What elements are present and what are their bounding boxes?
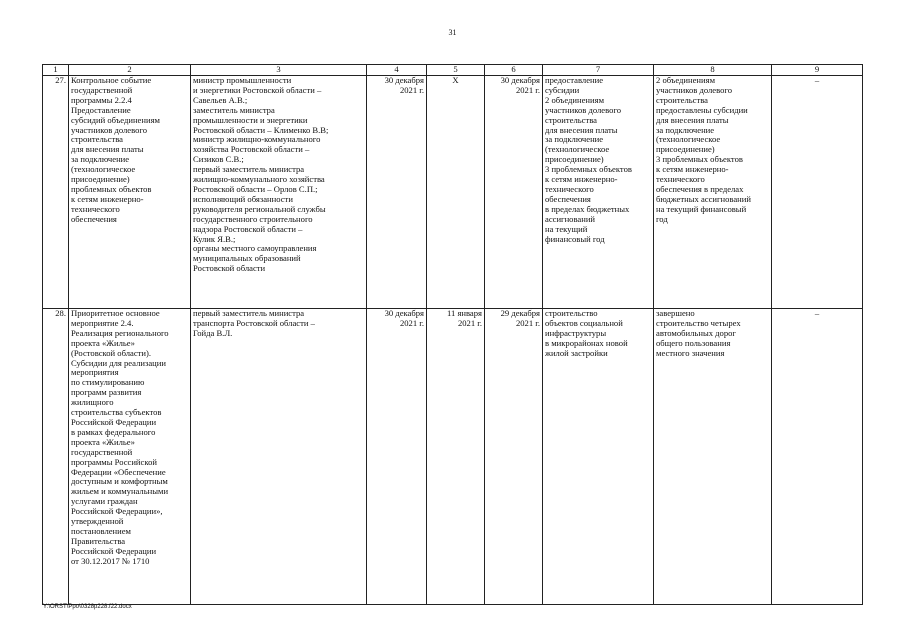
cell-text-line: для внесения платы [545, 124, 618, 135]
cell-text-line: 29 декабря [500, 308, 540, 318]
cell-text-line: жильем и коммунальными [71, 486, 169, 497]
cell-text-line: мероприятие 2.4. [71, 317, 134, 328]
cell-text-line: по стимулированию [71, 377, 145, 388]
header-col-3: 3 [191, 65, 367, 76]
cell-text-line: субсидий объединениям [71, 114, 160, 125]
cell-text-line: Российской Федерации [71, 416, 157, 427]
cell-text-line: жилищно-коммунального хозяйства [193, 174, 325, 185]
cell-text-line: участников долевого [656, 84, 733, 95]
cell-text-line: первый заместитель министра [193, 308, 305, 318]
actual-result-cell [654, 309, 772, 605]
cell-text-line: 30 декабря [384, 308, 424, 318]
cell-text-line: Правительства [71, 535, 126, 546]
cell-text-line: 30 декабря [384, 75, 424, 85]
cell-text-line: общего пользования [656, 337, 731, 348]
cell-text-line: руководителя региональной службы [193, 203, 326, 214]
cell-text-line: надзора Ростовской области – [193, 223, 303, 234]
table-row [43, 76, 863, 309]
row-number: 27. [43, 76, 69, 309]
cell-text-line: Сизиков С.В.; [193, 154, 244, 165]
cell-text-line: первый заместитель министра [193, 164, 305, 175]
cell-text-line: строительства [545, 114, 597, 125]
cell-text-line: государственной [71, 84, 133, 95]
cell-text-line: 2021 г. [515, 317, 540, 328]
cell-text-line: 3 проблемных объектов [656, 154, 743, 165]
header-col-1: 1 [43, 65, 69, 76]
header-col-2: 2 [69, 65, 191, 76]
page-number: 31 [448, 28, 457, 37]
cell-text-line: (технологическое [545, 144, 610, 155]
cell-text-line: постановлением [71, 525, 131, 536]
cell-text-line: Российской Федерации», [71, 506, 163, 517]
cell-text-line: год [656, 213, 668, 224]
start-date-cell [367, 309, 427, 605]
cell-text-line: на текущий [545, 223, 588, 234]
start-date-cell [367, 76, 427, 309]
cell-text-line: местного значения [656, 347, 725, 358]
cell-text-line: бюджетных ассигнований [656, 193, 751, 204]
cell-text-line: министр промышленности [193, 75, 292, 85]
cell-text-line: 2021 г. [399, 317, 424, 328]
cell-text-line: ассигнований [545, 213, 596, 224]
cell-text-line: технического [656, 174, 705, 185]
cell-text-line: строительства [656, 94, 708, 105]
cell-text-line: строительство [545, 308, 598, 318]
cell-text-line: участников долевого [71, 124, 148, 135]
cell-text-line: субсидии [545, 84, 580, 95]
cell-text-line: Предоставление [71, 104, 131, 115]
cell-text-line: 30 декабря [500, 75, 540, 85]
cell-text-line: к сетям инженерно- [545, 174, 618, 185]
cell-text-line: за подключение [545, 134, 604, 145]
cell-text-line: исполняющий обязанности [193, 193, 293, 204]
cell-text-line: Ростовской области [193, 263, 266, 274]
cell-text-line: обеспечения [71, 213, 117, 224]
cell-text-line: присоединение) [71, 174, 130, 185]
cell-text-line: автомобильных дорог [656, 327, 736, 338]
cell-text-line: обеспечения в пределах [656, 183, 744, 194]
cell-text-line: 2021 г. [457, 317, 482, 328]
cell-text-line: – [814, 308, 820, 318]
cell-text-line: жилой застройки [545, 347, 608, 358]
cell-text-line: Х [452, 75, 459, 85]
cell-text-line: участников долевого [545, 104, 622, 115]
cell-text-line: 2 объединениям [545, 94, 605, 105]
end-date-cell [485, 309, 543, 605]
cell-text-line: Федерации «Обеспечение [71, 466, 166, 477]
note-cell [772, 309, 863, 605]
responsible-cell [191, 309, 367, 605]
expected-result-cell [543, 309, 654, 605]
cell-text-line: (Ростовской области). [71, 347, 152, 358]
header-col-7: 7 [543, 65, 654, 76]
cell-text-line: программы 2.2.4 [71, 94, 132, 105]
cell-text-line: услугами граждан [71, 496, 138, 507]
cell-text-line: для внесения платы [71, 144, 144, 155]
cell-text-line: в микрорайонах новой [545, 337, 628, 348]
cell-text-line: жилищного [71, 397, 114, 408]
cell-text-line: финансовый год [545, 233, 605, 244]
file-path-footer: Y:\ORST\Ppo\0328p228.f22.docx [43, 604, 132, 610]
event-name-cell [69, 309, 191, 605]
cell-text-line: проблемных объектов [71, 183, 152, 194]
cell-text-line: мероприятия [71, 367, 119, 378]
cell-text-line: – [814, 75, 820, 85]
cell-text-line: строительства [71, 134, 123, 145]
cell-text-line: государственного строительного [193, 213, 313, 224]
cell-text-line: присоединение) [545, 154, 604, 165]
cell-text-line: государственной [71, 446, 133, 457]
cell-text-line: 3 проблемных объектов [545, 164, 632, 175]
cell-text-line: транспорта Ростовской области – [193, 317, 315, 328]
cell-text-line: 2021 г. [515, 84, 540, 95]
cell-text-line: за подключение [656, 124, 715, 135]
note-cell [772, 76, 863, 309]
cell-text-line: (технологическое [71, 164, 136, 175]
header-col-4: 4 [367, 65, 427, 76]
cell-text-line: 2 объединениям [656, 75, 716, 85]
cell-text-line: Приоритетное основное [71, 308, 160, 318]
responsible-cell [191, 76, 367, 309]
cell-text-line: присоединение) [656, 144, 715, 155]
cell-text-line: Субсидии для реализации [71, 357, 166, 368]
cell-text-line: инфраструктуры [545, 327, 607, 338]
cell-text-line: проекта «Жилье» [71, 337, 135, 348]
cell-text-line: строительства субъектов [71, 407, 162, 418]
cell-text-line: предоставлены субсидии [656, 104, 748, 115]
cell-text-line: для внесения платы [656, 114, 729, 125]
header-col-9: 9 [772, 65, 863, 76]
cell-text-line: (технологическое [656, 134, 721, 145]
cell-text-line: доступным и комфортным [71, 476, 168, 487]
cell-text-line: в рамках федерального [71, 426, 156, 437]
cell-text-line: технического [545, 183, 594, 194]
cell-text-line: от 30.12.2017 № 1710 [71, 555, 150, 566]
event-name-cell [69, 76, 191, 309]
cell-text-line: Гойда В.Л. [193, 327, 233, 338]
cell-text-line: 2021 г. [399, 84, 424, 95]
row-number: 28. [43, 309, 69, 605]
table-row [43, 309, 863, 605]
cell-text-line: утвержденной [71, 516, 124, 527]
cell-text-line: 11 января [447, 308, 482, 318]
cell-text-line: программ развития [71, 387, 142, 398]
cell-text-line: Российской Федерации [71, 545, 157, 556]
cell-text-line: обеспечения [545, 193, 591, 204]
end-date-cell [485, 76, 543, 309]
cell-text-line: к сетям инженерно- [71, 193, 144, 204]
plan-table [42, 64, 863, 605]
plan-date-cell [427, 309, 485, 605]
cell-text-line: муниципальных образований [193, 253, 301, 264]
cell-text-line: технического [71, 203, 120, 214]
actual-result-cell [654, 76, 772, 309]
cell-text-line: в пределах бюджетных [545, 203, 630, 214]
cell-text-line: Реализация регионального [71, 327, 169, 338]
cell-text-line: Ростовской области – Орлов С.П.; [193, 183, 318, 194]
cell-text-line: хозяйства Ростовской области – [193, 144, 310, 155]
cell-text-line: министр жилищно-коммунального [193, 134, 321, 145]
header-col-6: 6 [485, 65, 543, 76]
cell-text-line: объектов социальной [545, 317, 623, 328]
cell-text-line: завершено [656, 308, 695, 318]
header-col-5: 5 [427, 65, 485, 76]
header-col-8: 8 [654, 65, 772, 76]
cell-text-line: и энергетики Ростовской области – [193, 84, 322, 95]
cell-text-line: органы местного самоуправления [193, 243, 317, 254]
cell-text-line: строительство четырех [656, 317, 741, 328]
plan-date-cell [427, 76, 485, 309]
cell-text-line: Ростовской области – Клименко В.В; [193, 124, 329, 135]
cell-text-line: промышленности и энергетики [193, 114, 308, 125]
header-row [43, 65, 863, 76]
expected-result-cell [543, 76, 654, 309]
cell-text-line: предоставление [545, 75, 604, 85]
cell-text-line: программы Российской [71, 456, 157, 467]
cell-text-line: проекта «Жилье» [71, 436, 135, 447]
cell-text-line: на текущий финансовый [656, 203, 747, 214]
cell-text-line: Савельев А.В.; [193, 94, 248, 105]
cell-text-line: к сетям инженерно- [656, 164, 729, 175]
cell-text-line: заместитель министра [193, 104, 275, 115]
cell-text-line: Контрольное событие [71, 75, 152, 85]
cell-text-line: Кулик Я.В.; [193, 233, 236, 244]
cell-text-line: за подключение [71, 154, 130, 165]
